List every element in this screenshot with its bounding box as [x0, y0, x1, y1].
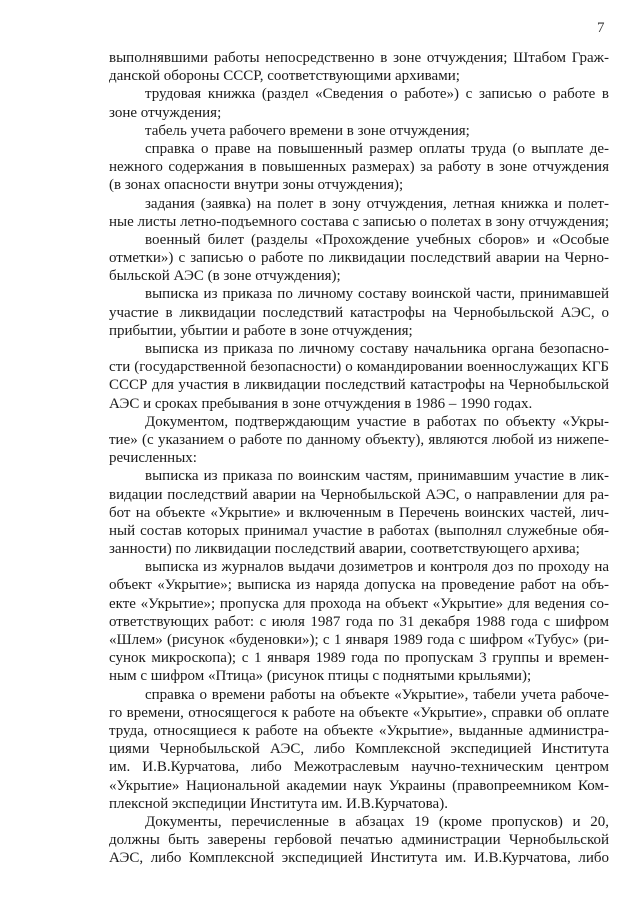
text-line: им. И.В.Курчатова, либо Межотраслевым научно-техническим центром — [109, 759, 609, 776]
text-line: ным с шифром «Птица» (рисунок птицы с поднятыми крыльями); — [109, 668, 532, 685]
text-line: го времени, относящегося к работе на объекте «Укрытие», справки об оплате — [109, 704, 609, 721]
text-line: тие» (с указанием о работе по данному объекту), являются любой из нижепе- — [109, 431, 609, 448]
text-line: выписка из приказа по личному составу начальника органа безопасно- — [145, 341, 609, 357]
text-line: сунок микроскопа); с 1 января 1989 года по пропускам 3 группы и времен- — [109, 650, 609, 667]
text-line: участие в ликвидации последствий катастрофы на Чернобыльской АЭС, о — [109, 304, 609, 321]
text-line: трудовая книжка (раздел «Сведения о работе») с записью о работе в — [145, 86, 609, 103]
text-line: ные листы летно-подъемного состава с записью о полетах в зону отчуждения; — [109, 213, 609, 230]
text-line: быльской АЭС (в зоне отчуждения); — [109, 268, 341, 285]
text-line: труда, относящиеся к работе на объекте «Укрытие», выданные администра- — [109, 722, 609, 739]
text-line: зоне отчуждения; — [109, 104, 222, 121]
document-body — [109, 49, 609, 867]
text-line: ный состав которых принимал участие в работах (выполнял служебные обя- — [109, 522, 609, 539]
text-line: плексной экспедиции Института им. И.В.Курчатова). — [109, 795, 448, 812]
text-line: выполнявшими работы непосредственно в зоне отчуждения; Штабом Граж- — [109, 50, 609, 66]
text-line: сти (государственной безопасности) о командировании военнослужащих КГБ — [109, 359, 609, 376]
text-line: АЭС и сроках пребывания в зоне отчуждения в 1986 – 1990 годах. — [109, 395, 533, 412]
text-line: циями Чернобыльской АЭС, либо Комплексной экспедицией Института — [109, 741, 609, 758]
text-line: (в зонах опасности внутри зоны отчуждения); — [109, 177, 404, 194]
text-line: объект «Укрытие»; выписка из наряда допуска на проведение работ на объ- — [109, 577, 609, 594]
text-line: Документы, перечисленные в абзацах 19 (кроме пропусков) и 20, — [145, 813, 609, 830]
text-line: выписка из журналов выдачи дозиметров и контроля доз по проходу на — [145, 559, 609, 576]
page-number: 7 — [597, 20, 605, 36]
text-line: видации последствий аварии на Чернобыльской АЭС, о направлении для ра- — [109, 486, 609, 503]
text-line: должны быть заверены гербовой печатью администрации Чернобыльской — [109, 832, 609, 849]
text-line: справка о времени работы на объекте «Укрытие», табели учета рабоче- — [145, 686, 609, 703]
text-line: отметки») с записью о работе по ликвидации последствий аварии на Черно- — [109, 250, 609, 267]
text-line: бот на объекте «Укрытие» и включенным в Перечень воинских частей, лич- — [109, 504, 609, 521]
text-line: СССР для участия в ликвидации последствий катастрофы на Чернобыльской — [109, 377, 609, 394]
text-line: справка о праве на повышенный размер оплаты труда (о выплате де- — [145, 140, 609, 157]
text-line: занности) по ликвидации последствий аварии, соответствующего архива; — [109, 541, 580, 558]
text-line: «Шлем» (рисунок «буденовки»); с 1 января 1989 года с шифром «Тубус» (ри- — [109, 632, 609, 648]
text-line: нежного содержания в повышенных размерах) за работу в зоне отчуждения — [109, 159, 609, 176]
text-line: Документом, подтверждающим участие в работах по объекту «Укры- — [145, 413, 609, 430]
text-line: выписка из приказа по воинским частям, принимавшим участие в лик- — [145, 468, 609, 485]
text-line: прибытии, убытии и работе в зоне отчуждения; — [109, 322, 413, 339]
text-line: екте «Укрытие»; пропуска для прохода на объект «Укрытие» для ведения со- — [109, 595, 609, 612]
text-line: АЭС, либо Комплексной экспедицией Института им. И.В.Курчатова, либо — [109, 850, 609, 867]
text-line: «Укрытие» Национальной академии наук Украины (правопреемником Ком- — [109, 777, 609, 794]
text-line: ответствующих работ: с июля 1987 года по 31 декабря 1988 года с шифром — [109, 613, 609, 630]
text-line: данской обороны СССР, соответствующими архивами; — [109, 68, 460, 85]
text-line: задания (заявка) на полет в зону отчуждения, летная книжка и полет- — [145, 195, 609, 212]
text-line: выписка из приказа по личному составу воинской части, принимавшей — [145, 286, 609, 303]
text-line: речисленных: — [109, 450, 197, 467]
text-line: табель учета рабочего времени в зоне отчуждения; — [145, 122, 470, 139]
text-line: военный билет (разделы «Прохождение учебных сборов» и «Особые — [145, 231, 609, 248]
